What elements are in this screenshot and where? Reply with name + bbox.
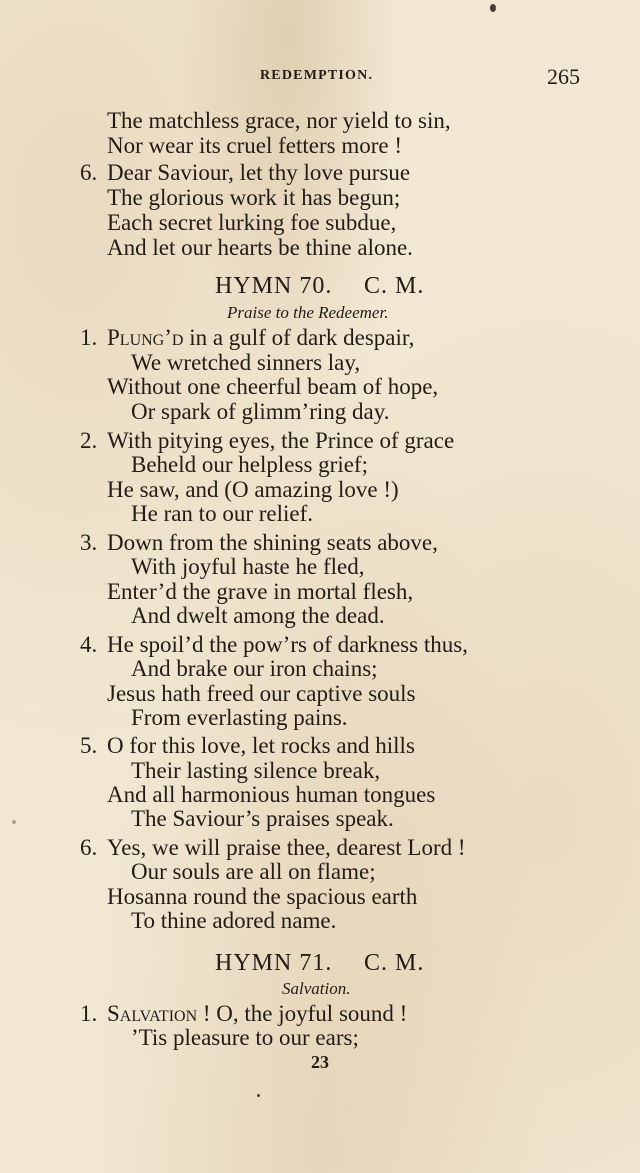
hymn-70-subtitle: Praise to the Redeemer.: [227, 303, 389, 322]
stanza-line: And brake our iron chains;: [131, 656, 378, 681]
stanza-number: 2.: [80, 428, 98, 453]
stanza-first-line: [107, 325, 414, 350]
stanza-line: We wretched sinners lay,: [131, 350, 361, 375]
running-head: REDEMPTION.: [260, 68, 374, 83]
stanza-number: 1.: [80, 325, 98, 350]
drop-word: Plung’d: [107, 325, 184, 350]
hymn-71-meter: C. M.: [364, 950, 425, 976]
stanza-line: Dear Saviour, let thy love pursue: [107, 160, 411, 185]
hymn-70-meter: C. M.: [364, 273, 425, 299]
stanza-line: Our souls are all on flame;: [131, 859, 376, 884]
stanza-line: Or spark of glimm’ring day.: [131, 399, 390, 424]
stanza-line: And dwelt among the dead.: [131, 603, 385, 628]
continued-line-2: Nor wear its cruel fetters more !: [107, 133, 403, 158]
stanza-line: The Saviour’s praises speak.: [131, 806, 394, 831]
stanza-line: And let our hearts be thine alone.: [107, 235, 413, 260]
stanza-line: Their lasting silence break,: [131, 758, 381, 783]
stanza-first-line: With pitying eyes, the Prince of grace: [107, 428, 455, 453]
stanza-number: 6.: [80, 160, 98, 185]
stanza-line: He ran to our relief.: [131, 501, 314, 526]
stanza-first-line: Yes, we will praise thee, dearest Lord !: [107, 835, 466, 860]
stanza-first-line: Down from the shining seats above,: [107, 530, 438, 555]
ink-speck: [257, 1094, 260, 1097]
hymn-71-title: HYMN 71.: [215, 950, 333, 976]
stanza-line: ’Tis pleasure to our ears;: [131, 1025, 359, 1050]
stanza-number: 4.: [80, 632, 98, 657]
stanza-line: And all harmonious human tongues: [107, 782, 436, 807]
stanza-first-line: O for this love, let rocks and hills: [107, 733, 415, 758]
first-line-rest: ! O, the joyful sound !: [197, 1001, 408, 1026]
stanza-number: 3.: [80, 530, 98, 555]
hymn-70-title: HYMN 70.: [215, 273, 333, 299]
stanza-line: Beheld our helpless grief;: [131, 452, 368, 477]
ink-speck: [12, 820, 16, 824]
stanza-number: 1.: [80, 1001, 98, 1026]
stanza-number: 5.: [80, 733, 98, 758]
stanza-line: Without one cheerful beam of hope,: [107, 374, 439, 399]
page-number: 265: [547, 64, 580, 89]
stanza-line: The glorious work it has begun;: [107, 185, 401, 210]
stanza-line: Each secret lurking foe subdue,: [107, 210, 397, 235]
ink-speck: [490, 4, 496, 12]
stanza-number: 6.: [80, 835, 98, 860]
continued-line-1: The matchless grace, nor yield to sin,: [107, 108, 451, 133]
stanza-line: To thine adored name.: [131, 908, 337, 933]
stanza-line: Enter’d the grave in mortal flesh,: [107, 579, 414, 604]
stanza-line: Hosanna round the spacious earth: [107, 884, 418, 909]
stanza-line: Jesus hath freed our captive souls: [107, 681, 416, 706]
stanza-line: From everlasting pains.: [131, 705, 348, 730]
stanza-first-line: He spoil’d the pow’rs of darkness thus,: [107, 632, 468, 657]
stanza-line: He saw, and (O amazing love !): [107, 477, 399, 502]
signature-mark: 23: [311, 1052, 329, 1072]
first-line-rest: in a gulf of dark despair,: [183, 325, 415, 350]
stanza-first-line: [107, 1001, 407, 1026]
drop-word: Salvation: [107, 1001, 198, 1026]
hymn-71-subtitle: Salvation.: [282, 979, 351, 998]
stanza-line: With joyful haste he fled,: [131, 554, 365, 579]
